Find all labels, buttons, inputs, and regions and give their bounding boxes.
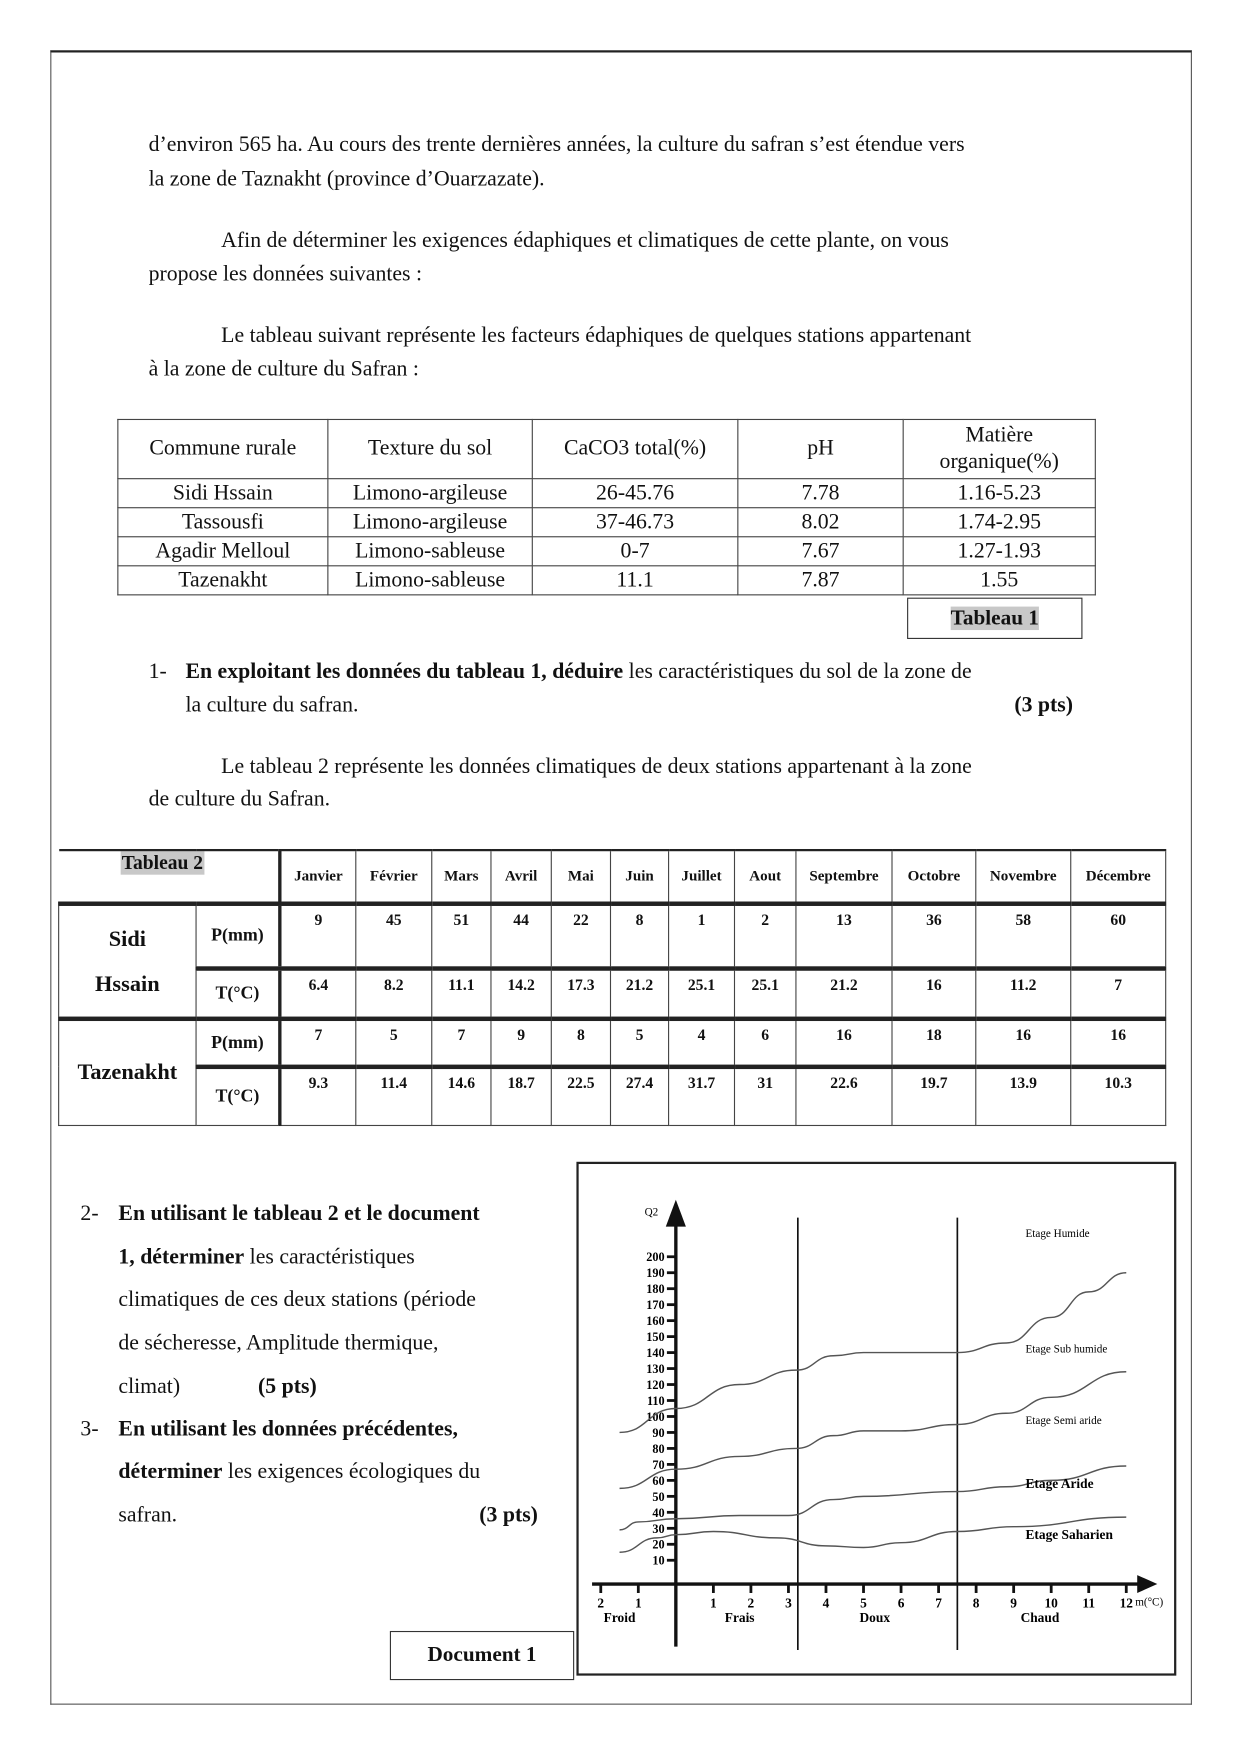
value-cell: 9.3 (280, 1067, 356, 1125)
x-tick-label: 10 (1044, 1595, 1058, 1611)
station-row (59, 969, 1166, 1019)
value-cell: 44 (491, 904, 551, 969)
intro-text: Le tableau suivant représente les facteurs édaphiques de quelques stations appartenant (221, 323, 972, 348)
etage-label: Etage Humide (1025, 1228, 1090, 1241)
question-1-number: 1- (148, 660, 167, 684)
value-cell: 13.9 (976, 1067, 1071, 1125)
value-cell: 31.7 (669, 1067, 735, 1125)
question-1-rest: les caractéristiques du sol de la zone de (623, 660, 972, 684)
zone-label: Chaud (1020, 1610, 1060, 1626)
etage-label: Etage Aride (1025, 1476, 1094, 1492)
y-tick-label: 90 (652, 1425, 665, 1440)
y-tick-label: 50 (652, 1489, 665, 1504)
question-1-text (185, 660, 971, 685)
question-3-rest: les exigences écologiques du (222, 1460, 481, 1484)
value-cell: 58 (976, 904, 1071, 969)
x-tick-label: 6 (897, 1595, 905, 1611)
question-3-text: En utilisant les données précédentes, (118, 1417, 458, 1442)
intro-text: Afin de déterminer les exigences édaphiques et climatiques de cette plante, on vous (221, 229, 949, 253)
question-2-text: climatiques de ces deux stations (période (118, 1288, 476, 1312)
blank-cell (59, 850, 196, 904)
y-tick-label: 160 (646, 1314, 665, 1329)
table-cell: Limono-argileuse (328, 508, 532, 537)
table-cell: Agadir Melloul (118, 537, 328, 566)
month-header: Mai (551, 850, 610, 904)
table-header-row (118, 419, 1095, 478)
value-cell: 22.5 (551, 1067, 610, 1125)
x-tick-label: 9 (1010, 1595, 1018, 1611)
y-tick-label: 40 (652, 1505, 665, 1520)
value-cell: 51 (432, 904, 491, 969)
table-cell: Tazenakht (118, 566, 328, 595)
value-cell: 8.2 (356, 969, 432, 1019)
value-cell: 18 (892, 1019, 976, 1067)
table-cell: 11.1 (532, 566, 738, 595)
etage-boundary-line (620, 1372, 1127, 1492)
etage-label: Etage Semi aride (1025, 1415, 1102, 1428)
table-cell: 8.02 (738, 508, 903, 537)
y-tick-label: 200 (646, 1250, 665, 1265)
month-header: Septembre (796, 850, 892, 904)
value-cell: 16 (1071, 1019, 1166, 1067)
question-2-points: (5 pts) (258, 1375, 317, 1399)
question-2-rest: les caractéristiques (244, 1245, 415, 1270)
value-cell: 8 (551, 1019, 610, 1067)
value-cell: 10.3 (1071, 1067, 1166, 1125)
value-cell: 7 (280, 1019, 356, 1067)
zone-label: Frais (724, 1610, 755, 1626)
station-row (59, 1019, 1166, 1067)
y-tick-label: 80 (652, 1441, 665, 1456)
month-header: Juin (610, 850, 668, 904)
y-tick-label: 170 (646, 1298, 665, 1313)
y-tick-label: 150 (646, 1330, 665, 1345)
month-header: Novembre (976, 850, 1071, 904)
y-axis-arrow-icon (666, 1200, 686, 1227)
variable-label: P(mm) (196, 904, 280, 969)
value-cell: 25.1 (669, 969, 735, 1019)
value-cell: 18.7 (491, 1067, 551, 1125)
table-cell: 26-45.76 (532, 479, 738, 508)
table-cell: 1.74-2.95 (903, 508, 1095, 537)
variable-label: T(°C) (196, 1067, 280, 1125)
station-name-line: Hssain (95, 971, 160, 996)
x-tick-label: 7 (935, 1595, 942, 1611)
x-tick-label: 2 (747, 1595, 755, 1611)
value-cell: 11.1 (432, 969, 491, 1019)
value-cell: 5 (610, 1019, 668, 1067)
x-tick-label: 8 (972, 1595, 980, 1611)
climagram-svg (579, 1164, 1174, 1673)
station-row (59, 1067, 1166, 1125)
intro-text: la zone de Taznakht (province d’Ouarzazate). (148, 167, 545, 192)
value-cell: 27.4 (610, 1067, 668, 1125)
x-tick-label: 11 (1082, 1595, 1096, 1611)
month-header: Octobre (892, 850, 976, 904)
question-1-bold: En exploitant les données du tableau 1, déduire (185, 660, 624, 684)
month-header: Janvier (280, 850, 356, 904)
question-3-number: 3- (80, 1417, 99, 1442)
table-cell: 37-46.73 (532, 508, 738, 537)
variable-label: P(mm) (196, 1019, 280, 1067)
value-cell: 11.4 (356, 1067, 432, 1125)
column-header: Texture du sol (328, 419, 532, 478)
value-cell: 16 (976, 1019, 1071, 1067)
month-header: Avril (491, 850, 551, 904)
month-header: Février (356, 850, 432, 904)
question-2-number: 2- (80, 1201, 99, 1226)
intro-text: d’environ 565 ha. Au cours des trente dernières années, la culture du safran s’est étendue vers (148, 132, 965, 157)
etage-label: Etage Sub humide (1025, 1343, 1108, 1356)
emberger-climagram (576, 1162, 1176, 1676)
y-tick-label: 180 (646, 1282, 665, 1297)
etage-label: Etage Saharien (1025, 1527, 1113, 1543)
y-axis-label: Q2 (644, 1206, 659, 1219)
value-cell: 13 (796, 904, 892, 969)
table-2-caption: Tableau 2 (121, 851, 204, 874)
x-tick-label: 5 (860, 1595, 867, 1611)
y-tick-label: 10 (652, 1553, 665, 1568)
question-1-points: (3 pts) (1014, 693, 1074, 718)
value-cell: 7 (432, 1019, 491, 1067)
question-2-text (118, 1246, 414, 1271)
y-tick-label: 70 (652, 1457, 665, 1472)
table-cell: 1.16-5.23 (903, 479, 1095, 508)
y-tick-label: 190 (646, 1266, 665, 1281)
table-cell: Sidi Hssain (118, 479, 328, 508)
y-tick-label: 100 (646, 1409, 665, 1424)
value-cell: 11.2 (976, 969, 1071, 1019)
table-cell: 7.78 (738, 479, 903, 508)
y-tick-label: 20 (652, 1537, 665, 1552)
value-cell: 7 (1071, 969, 1166, 1019)
value-cell: 8 (610, 904, 668, 969)
value-cell: 22.6 (796, 1067, 892, 1125)
zone-label: Froid (603, 1610, 636, 1626)
month-header: Aout (734, 850, 795, 904)
station-name-line: Tazenakht (77, 1060, 178, 1085)
table-cell: Limono-sableuse (328, 537, 532, 566)
table-cell: Limono-argileuse (328, 479, 532, 508)
question-3-text (118, 1460, 480, 1485)
value-cell: 9 (491, 1019, 551, 1067)
y-tick-label: 140 (646, 1346, 665, 1361)
intro-text: à la zone de culture du Safran : (148, 357, 419, 381)
table-cell: 7.87 (738, 566, 903, 595)
value-cell: 9 (280, 904, 356, 969)
blank-cell (196, 850, 280, 904)
paragraph: Le tableau 2 représente les données climatiques de deux stations appartenant à la zone (221, 755, 972, 779)
value-cell: 14.2 (491, 969, 551, 1019)
y-tick-label: 110 (646, 1393, 665, 1408)
months-header-row (59, 850, 1166, 904)
x-tick-label: 1 (710, 1595, 717, 1611)
value-cell: 17.3 (551, 969, 610, 1019)
variable-label: T(°C) (196, 969, 280, 1019)
table-cell: Tassousfi (118, 508, 328, 537)
x-axis-label: m(°C) (1135, 1596, 1164, 1609)
value-cell: 22 (551, 904, 610, 969)
station-name (59, 1019, 196, 1125)
value-cell: 19.7 (892, 1067, 976, 1125)
value-cell: 25.1 (734, 969, 795, 1019)
x-axis-arrow-icon (1137, 1575, 1157, 1593)
value-cell: 4 (669, 1019, 735, 1067)
column-header: Matière organique(%) (903, 419, 1095, 478)
value-cell: 45 (356, 904, 432, 969)
y-tick-label: 60 (652, 1473, 665, 1488)
table-row (118, 479, 1095, 508)
table-2 (58, 849, 1166, 1125)
table-cell: Limono-sableuse (328, 566, 532, 595)
month-header: Décembre (1071, 850, 1166, 904)
table-1 (117, 419, 1096, 596)
table-cell: 1.27-1.93 (903, 537, 1095, 566)
y-tick-label: 120 (646, 1378, 665, 1393)
station-name (59, 904, 196, 1019)
question-3-text: safran. (118, 1503, 178, 1528)
station-row (59, 904, 1166, 969)
question-2-text: En utilisant le tableau 2 et le document (118, 1201, 480, 1226)
value-cell: 36 (892, 904, 976, 969)
question-2-bold: 1, déterminer (118, 1245, 245, 1270)
table-row (118, 537, 1095, 566)
month-header: Mars (432, 850, 491, 904)
y-tick-label: 130 (646, 1362, 665, 1377)
column-header: CaCO3 total(%) (532, 419, 738, 478)
value-cell: 16 (796, 1019, 892, 1067)
question-3-points: (3 pts) (479, 1503, 538, 1528)
question-2-text: de sécheresse, Amplitude thermique, (118, 1331, 439, 1356)
value-cell: 14.6 (432, 1067, 491, 1125)
question-1-text-2: la culture du safran. (185, 693, 359, 718)
value-cell: 6.4 (280, 969, 356, 1019)
x-tick-label: 1 (634, 1595, 642, 1611)
y-tick-label: 30 (652, 1521, 665, 1536)
question-3-bold: déterminer (118, 1460, 223, 1484)
value-cell: 16 (892, 969, 976, 1019)
value-cell: 6 (734, 1019, 795, 1067)
table-row (118, 566, 1095, 595)
column-header: Commune rurale (118, 419, 328, 478)
month-header: Juillet (669, 850, 735, 904)
value-cell: 21.2 (610, 969, 668, 1019)
table-cell: 0-7 (532, 537, 738, 566)
paragraph: de culture du Safran. (148, 787, 331, 812)
caption-text: Tableau 1 (950, 606, 1039, 631)
value-cell: 2 (734, 904, 795, 969)
x-tick-label: 2 (597, 1595, 605, 1611)
table-1-caption (907, 598, 1082, 639)
x-tick-label: 3 (785, 1595, 792, 1611)
intro-text: propose les données suivantes : (148, 262, 423, 286)
x-tick-label: 12 (1119, 1595, 1133, 1611)
station-name-line: Sidi (108, 926, 146, 952)
column-header: pH (738, 419, 903, 478)
table-cell: 1.55 (903, 566, 1095, 595)
table-row (118, 508, 1095, 537)
table-cell: 7.67 (738, 537, 903, 566)
value-cell: 5 (356, 1019, 432, 1067)
document-1-caption: Document 1 (390, 1631, 574, 1680)
value-cell: 21.2 (796, 969, 892, 1019)
zone-label: Doux (859, 1610, 891, 1626)
value-cell: 60 (1071, 904, 1166, 969)
x-tick-label: 4 (822, 1595, 830, 1611)
value-cell: 1 (669, 904, 735, 969)
question-2-text: climat) (118, 1375, 181, 1399)
value-cell: 31 (734, 1067, 795, 1125)
